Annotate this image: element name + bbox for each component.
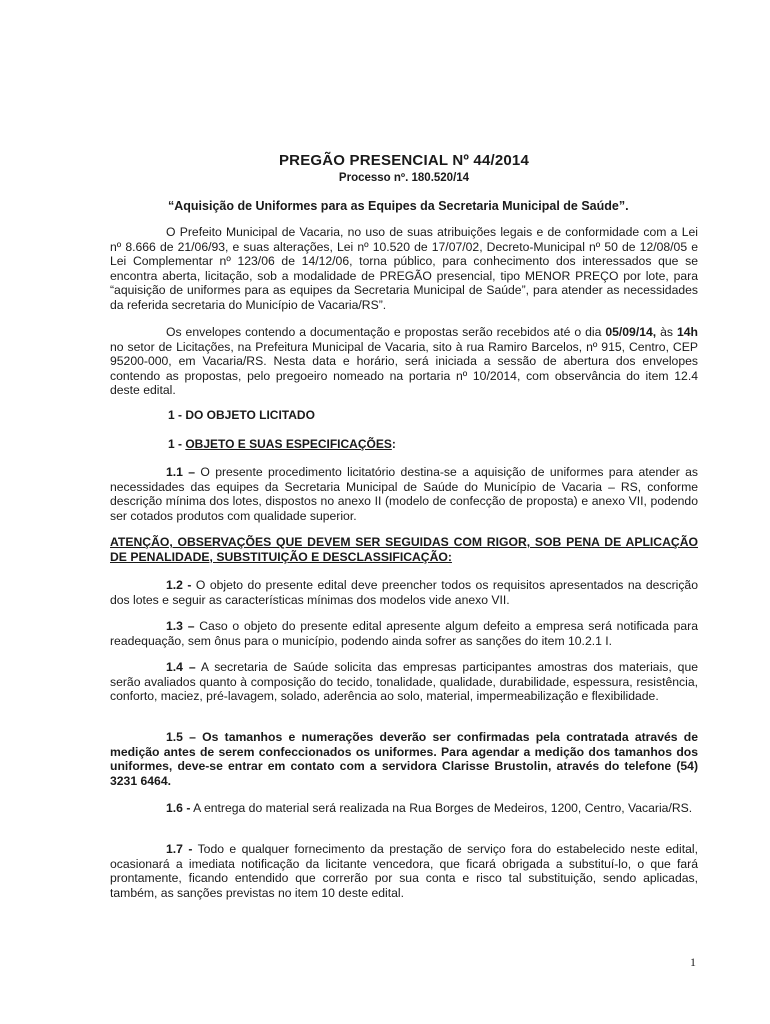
intro-paragraph: O Prefeito Municipal de Vacaria, no uso de suas atribuições legais e de conformidade com a Lei nº 8.666 de 21/06/93, e suas alterações, Lei nº 10.520 de 17/07/02, Decreto-Municipal nº 50 de 12/08/05 e Lei Complementar nº 123/06 de 14/12/06, torna público, para conhecimento dos interessados que se encontra aberta, licitação, sob a modalidade de PREGÃO presencial, tipo MENOR PREÇO por lote, para “aquisição de uniformes para as equipes da Secretaria Municipal de Saúde”, para atender as necessidades da referida secretaria do Município de Vacaria/RS”. <box>110 225 698 312</box>
item-1-4: 1.4 – A secretaria de Saúde solicita das empresas participantes amostras dos materiais, que serão avaliados quanto à composição do tecido, tonalidade, qualidade, durabilidade, espessura, resistência, conforto, maciez, pré-lavagem, solado, aderência ao solo, material, impermeabilização e flexibilidade. <box>110 660 698 703</box>
opening-date: 05/09/14, <box>605 325 657 339</box>
item-1-1: 1.1 – O presente procedimento licitatório destina-se a aquisição de uniformes para atender as necessidades das equipes da Secretaria Municipal de Saúde do Município de Vacaria – RS, conforme descrição mínima dos lotes, dispostos no anexo II (modelo de confecção de proposta) e anexo VII, podendo ser cotados produtos com qualidade superior. <box>110 465 699 523</box>
process-number: Processo nº. 180.520/14 <box>338 172 470 184</box>
subsection-heading: 1 - OBJETO E SUAS ESPECIFICAÇÕES: <box>168 437 396 451</box>
section-heading: 1 - DO OBJETO LICITADO <box>168 408 315 422</box>
item-1-6: 1.6 - A entrega do material será realizada na Rua Borges de Medeiros, 1200, Centro, Vacaria/RS. <box>166 801 693 815</box>
document-title: PREGÃO PRESENCIAL Nº 44/2014 <box>278 152 530 169</box>
item-1-3: 1.3 – Caso o objeto do presente edital apresente algum defeito a empresa será notificada para readequação, sem ônus para o município, podendo ainda sofrer as sanções do item 10.2.1 I. <box>110 619 698 648</box>
item-1-5: 1.5 – Os tamanhos e numerações deverão ser confirmadas pela contratada através de medição antes de serem confeccionados os uniformes. Para agendar a medição dos tamanhos dos uniformes, deve-se entrar em contato com a servidora Clarisse Brustolin, através do telefone (54) 3231 6464. <box>110 730 698 788</box>
warning-notice: ATENÇÃO, OBSERVAÇÕES QUE DEVEM SER SEGUIDAS COM RIGOR, SOB PENA DE APLICAÇÃO DE PENALIDADE, SUBSTITUIÇÃO E DESCLASSIFICAÇÃO: <box>110 535 698 564</box>
item-1-2: 1.2 - O objeto do presente edital deve preencher todos os requisitos apresentados na descrição dos lotes e seguir as características mínimas dos modelos vide anexo VII. <box>110 578 698 607</box>
page-number: 1 <box>690 955 696 969</box>
opening-time: 14h <box>676 325 698 339</box>
envelopes-paragraph: Os envelopes contendo a documentação e propostas serão recebidos até o dia 05/09/14, às 14h no setor de Licitações, na Prefeitura Municipal de Vacaria, sito à rua Ramiro Barcelos, nº 915, Centro, CEP 95200-000, em Vacaria/RS. Nesta data e horário, será iniciada a sessão de abertura dos envelopes contendo as propostas, pelo pregoeiro nomeado na portaria nº 10/2014, com observância do item 12.4 deste edital. <box>110 325 698 397</box>
item-1-7: 1.7 - Todo e qualquer fornecimento da prestação de serviço fora do estabelecido neste edital, ocasionará a imediata notificação da licitante vencedora, que ficará obrigada a substituí-lo, o que fará prontamente, ficando entendido que correrão por sua conta e risco tal substituição, sendo aplicadas, também, as sanções previstas no item 10 deste edital. <box>110 842 698 900</box>
document-subject: “Aquisição de Uniformes para as Equipes da Secretaria Municipal de Saúde”. <box>168 199 629 213</box>
